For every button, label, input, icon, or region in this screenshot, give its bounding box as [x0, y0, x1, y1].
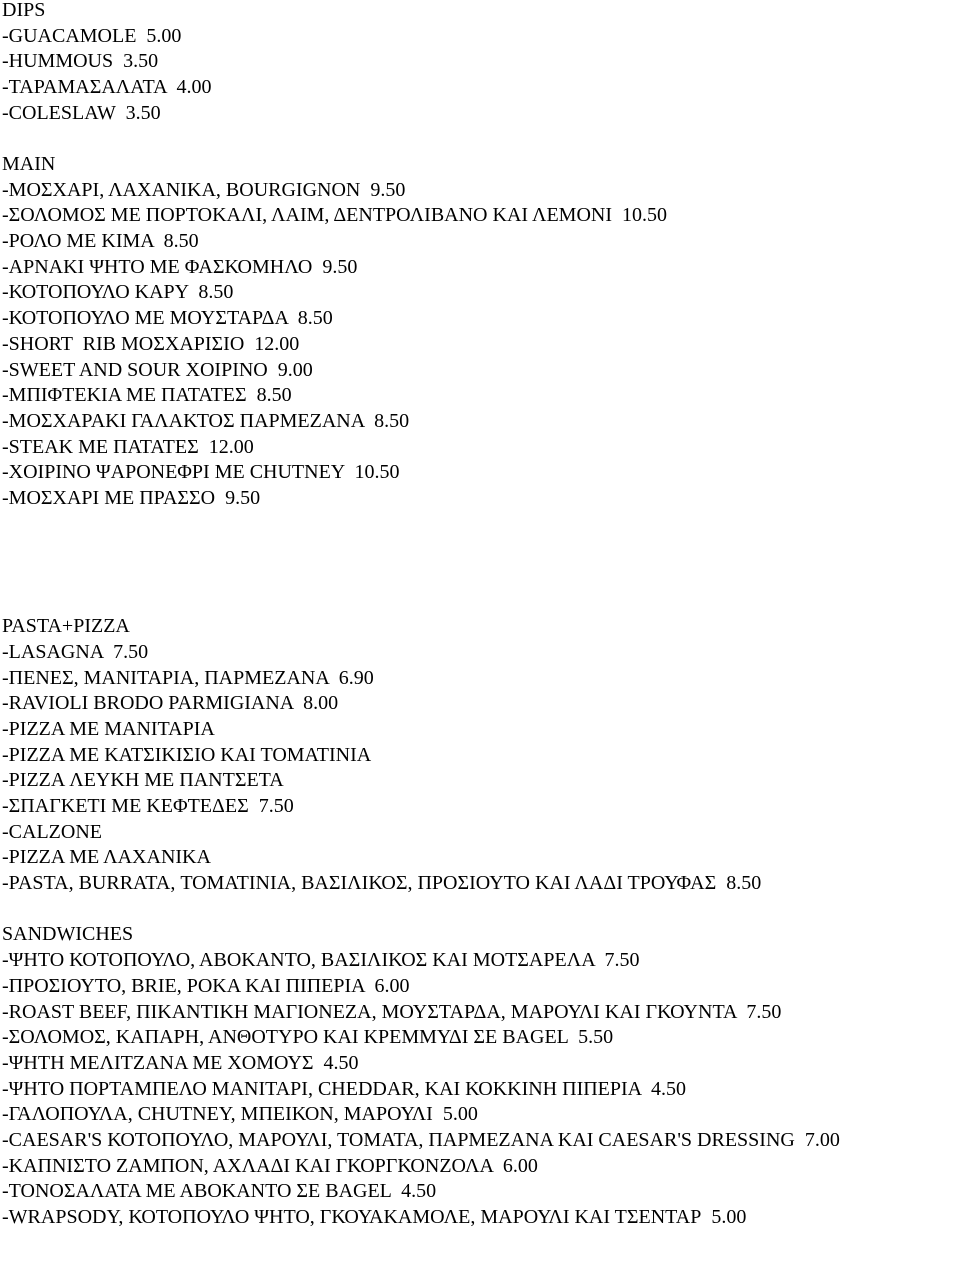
menu-item: -ΣΟΛΟΜΟΣ ΜΕ ΠΟΡΤΟΚΑΛΙ, ΛΑΙΜ, ΔΕΝΤΡΟΛΙΒΑΝΟ ΚΑΙ ΛΕΜΟΝΙ 10.50 — [2, 204, 667, 227]
menu-item: -STEAK ΜΕ ΠΑΤΑΤΕΣ 12.00 — [2, 435, 254, 458]
menu-item: -CAESAR'S ΚΟΤΟΠΟΥΛΟ, ΜΑΡΟΥΛΙ, ΤΟΜΑΤΑ, ΠΑΡΜΕΖΑΝΑ ΚΑΙ CAESAR'S DRESSING 7.00 — [2, 1128, 840, 1151]
section-heading-sandwiches: SANDWICHES — [2, 923, 134, 946]
menu-item: -ΚΑΠΝΙΣΤΟ ΖΑΜΠΟΝ, ΑΧΛΑΔΙ ΚΑΙ ΓΚΟΡΓΚΟΝΖΟΛΑ 6.00 — [2, 1154, 538, 1177]
menu-item: -SHORT RIB ΜΟΣΧΑΡΙΣΙΟ 12.00 — [2, 332, 300, 355]
section-heading-main: MAIN — [2, 153, 56, 176]
menu-item: -ΤΟΝΟΣΑΛΑΤΑ ΜΕ ΑΒΟΚΑΝΤΟ ΣΕ BAGEL 4.50 — [2, 1180, 437, 1203]
menu-item: -ΠΡΟΣΙΟΥΤΟ, BRIE, ΡΟΚΑ ΚΑΙ ΠΙΠΕΡΙΑ 6.00 — [2, 974, 410, 997]
menu-item: -ΨΗΤΗ ΜΕΛΙΤΖΑΝΑ ΜΕ ΧΟΜΟΥΣ 4.50 — [2, 1051, 359, 1074]
menu-item: -ΣΟΛΟΜΟΣ, ΚΑΠΑΡΗ, ΑΝΘΟΤΥΡΟ ΚΑΙ ΚΡΕΜΜΥΔΙ ΣΕ BAGEL 5.50 — [2, 1026, 614, 1049]
menu-item: -ΧΟΙΡΙΝΟ ΨΑΡΟΝΕΦΡΙ ΜΕ CHUTNEY 10.50 — [2, 461, 400, 484]
menu-item: -HUMMOUS 3.50 — [2, 50, 159, 73]
menu-item: -ΜΟΣΧΑΡΙ, ΛΑΧΑΝΙΚΑ, BOURGIGNON 9.50 — [2, 178, 406, 201]
menu-item: -CALZONE — [2, 820, 102, 843]
menu-item: -ROAST BEEF, ΠΙΚΑΝΤΙΚΗ ΜΑΓΙΟΝΕΖΑ, ΜΟΥΣΤΑΡΔΑ, ΜΑΡΟΥΛΙ ΚΑΙ ΓΚΟΥΝΤΑ 7.50 — [2, 1000, 782, 1023]
menu-item: -ΜΟΣΧΑΡΑΚΙ ΓΑΛΑΚΤΟΣ ΠΑΡΜΕΖΑΝΑ 8.50 — [2, 409, 410, 432]
menu-item: -PIZZA ΜΕ ΚΑΤΣΙΚΙΣΙΟ ΚΑΙ ΤΟΜΑΤΙΝΙΑ — [2, 743, 372, 766]
menu-item: -LASAGNA 7.50 — [2, 641, 149, 663]
menu-item: -ΚΟΤΟΠΟΥΛΟ ΚΑΡΥ 8.50 — [2, 281, 234, 304]
menu-item: -ΓΑΛΟΠΟΥΛΑ, CHUTNEY, ΜΠΕΙΚΟΝ, ΜΑΡΟΥΛΙ 5.00 — [2, 1103, 478, 1126]
menu-item: -RAVIOLI BRODO PARMIGIANA 8.00 — [2, 692, 339, 715]
menu-item: -COLESLAW 3.50 — [2, 101, 161, 124]
section-heading-dips: DIPS — [2, 0, 46, 21]
menu-item: -ΑΡΝΑΚΙ ΨΗΤΟ ΜΕ ΦΑΣΚΟΜΗΛΟ 9.50 — [2, 255, 358, 278]
menu-item: -ΤΑΡΑΜΑΣΑΛΑΤΑ 4.00 — [2, 76, 212, 99]
menu-item: -ΜΟΣΧΑΡΙ ΜΕ ΠΡΑΣΣΟ 9.50 — [2, 486, 261, 509]
menu-item: -PIZZA ΜΕ ΛΑΧΑΝΙΚΑ — [2, 846, 211, 869]
section-heading-pasta-pizza: PASTA+PIZZA — [2, 615, 130, 638]
menu-item: -ΜΠΙΦΤΕΚΙΑ ΜΕ ΠΑΤΑΤΕΣ 8.50 — [2, 384, 292, 407]
menu-item: -ΨΗΤΟ ΚΟΤΟΠΟΥΛΟ, ΑΒΟΚΑΝΤΟ, ΒΑΣΙΛΙΚΟΣ ΚΑΙ ΜΟΤΣΑΡΕΛΑ 7.50 — [2, 949, 640, 972]
menu-item: -ΚΟΤΟΠΟΥΛΟ ΜΕ ΜΟΥΣΤΑΡΔΑ 8.50 — [2, 307, 333, 330]
menu-item: -PIZZA ΛΕΥΚΗ ΜΕ ΠΑΝΤΣΕΤΑ — [2, 769, 284, 792]
menu-item: -PIZZA ΜΕ ΜΑΝΙΤΑΡΙΑ — [2, 718, 215, 741]
menu-item: -WRAPSODY, ΚΟΤΟΠΟΥΛΟ ΨΗΤΟ, ΓΚΟΥΑΚΑΜΟΛΕ, ΜΑΡΟΥΛΙ ΚΑΙ ΤΣΕΝΤΑΡ 5.00 — [2, 1205, 747, 1228]
menu-item: -GUACAMOLE 5.00 — [2, 24, 182, 47]
menu-item: -ΡΟΛΟ ΜΕ ΚΙΜΑ 8.50 — [2, 230, 199, 253]
menu-item: -ΠΕΝΕΣ, ΜΑΝΙΤΑΡΙΑ, ΠΑΡΜΕΖΑΝΑ 6.90 — [2, 666, 374, 689]
menu-item: -ΣΠΑΓΚΕΤΙ ΜΕ ΚΕΦΤΕΔΕΣ 7.50 — [2, 795, 294, 818]
menu-item: -PASTA, BURRATA, ΤΟΜΑΤΙΝΙΑ, ΒΑΣΙΛΙΚΟΣ, ΠΡΟΣΙΟΥΤΟ ΚΑΙ ΛΑΔΙ ΤΡΟΥΦΑΣ 8.50 — [2, 872, 762, 895]
menu-item: -ΨΗΤΟ ΠΟΡΤΑΜΠΕΛΟ ΜΑΝΙΤΑΡΙ, CHEDDAR, ΚΑΙ ΚΟΚΚΙΝΗ ΠΙΠΕΡΙΑ 4.50 — [2, 1077, 687, 1100]
menu-item: -SWEET AND SOUR ΧΟΙΡΙΝΟ 9.00 — [2, 358, 313, 381]
